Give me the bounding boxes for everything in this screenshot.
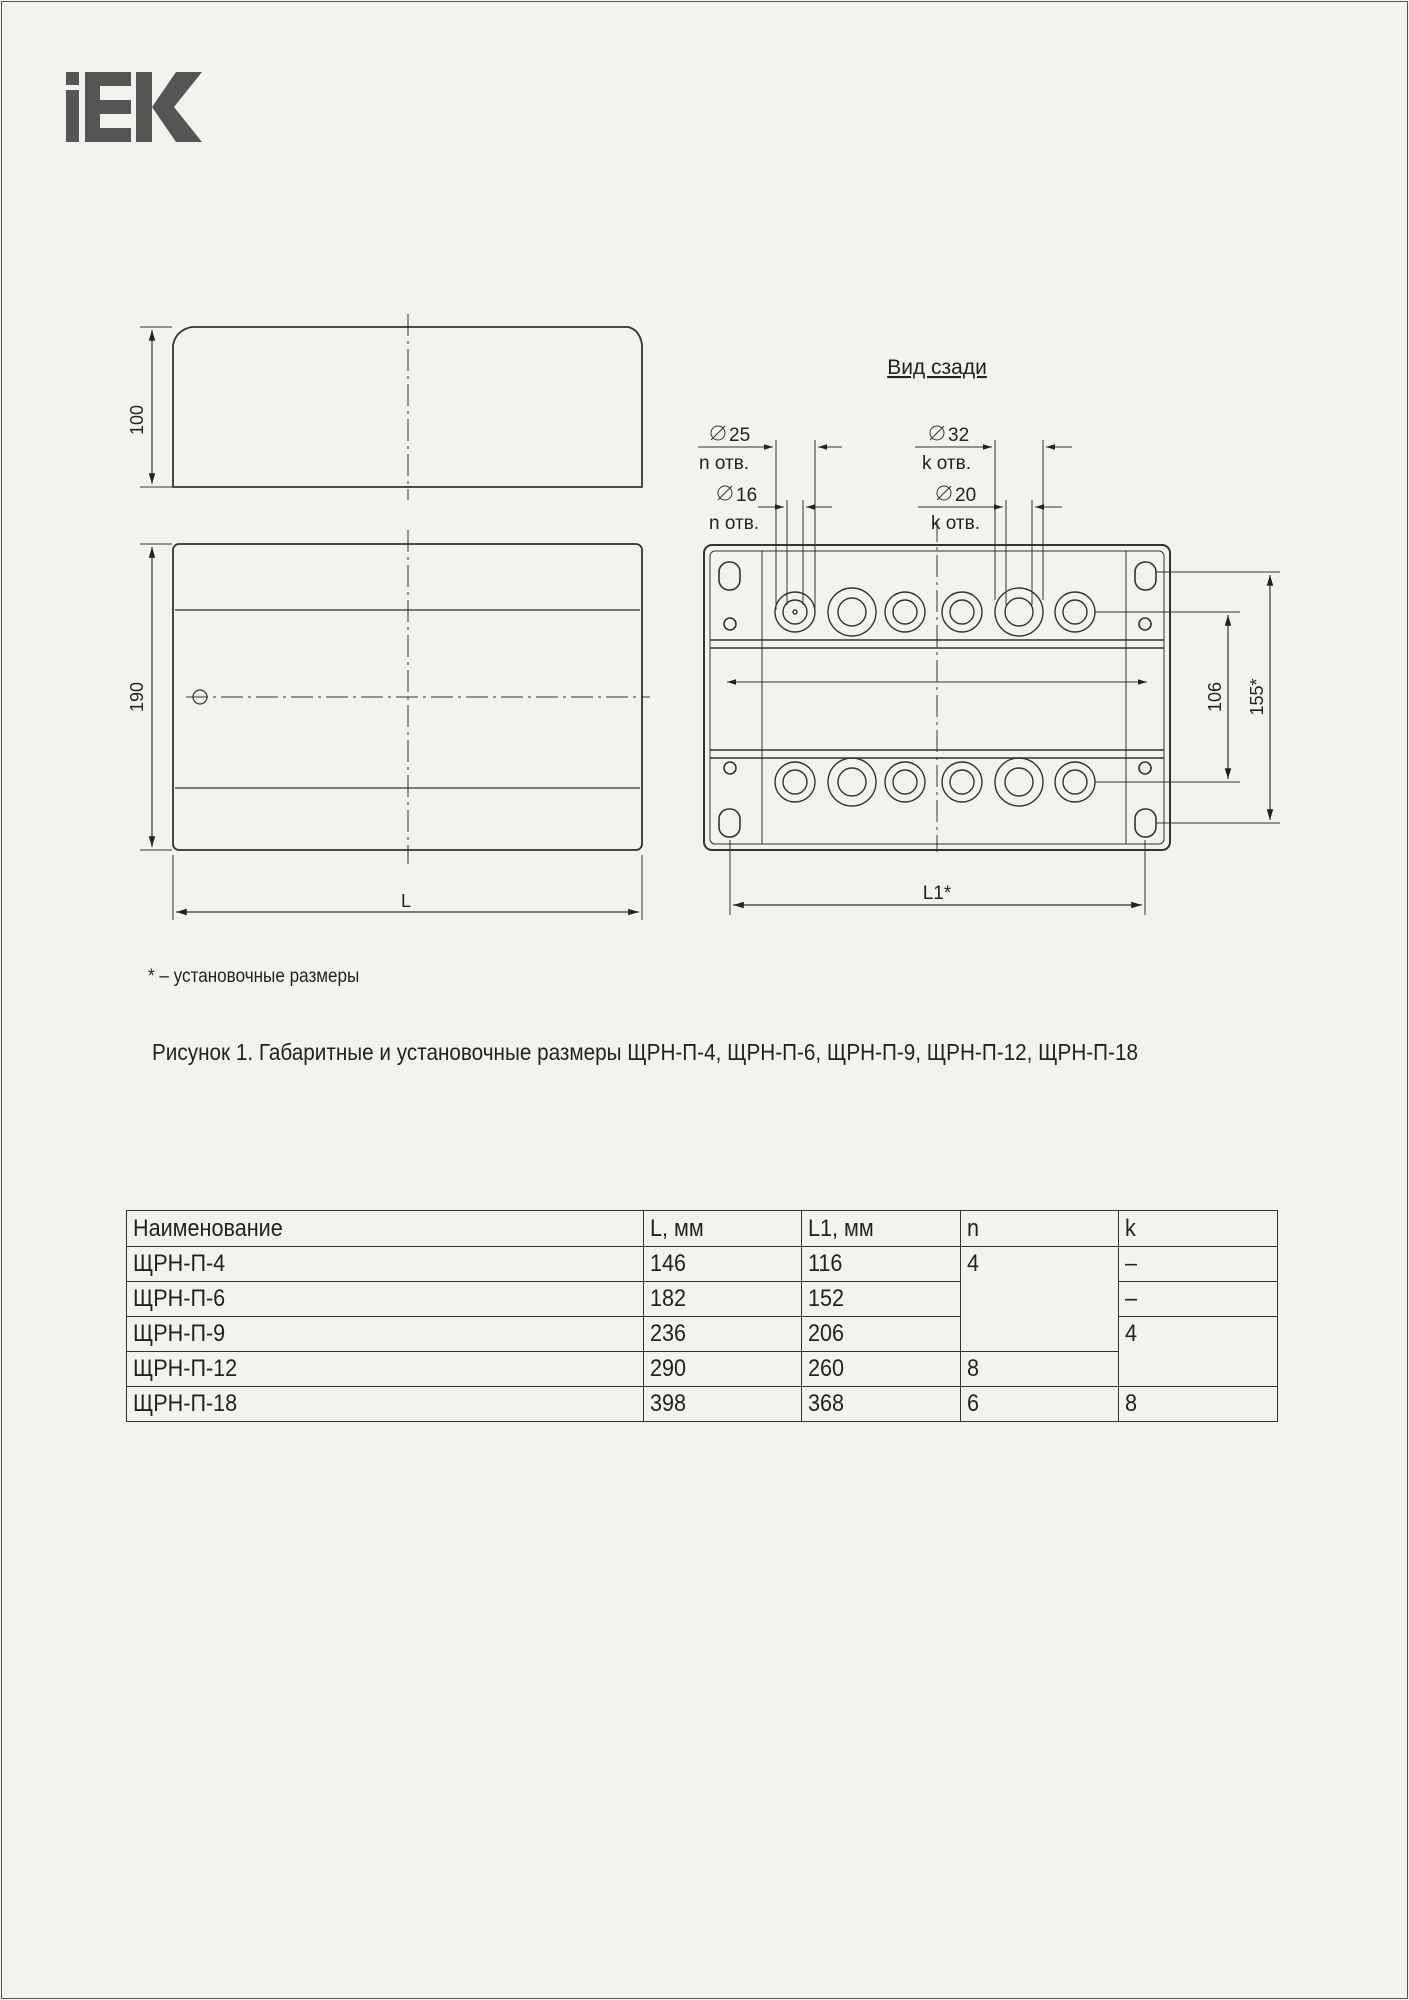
- installation-note: * – установочные размеры: [148, 966, 360, 987]
- front-view: [140, 530, 650, 920]
- cell-l: 236: [643, 1317, 802, 1352]
- header-k: k: [1119, 1211, 1278, 1247]
- cell-l1: 368: [802, 1387, 961, 1422]
- rear-view-label: Вид сзади: [887, 356, 987, 379]
- header-n: n: [960, 1211, 1119, 1247]
- hole-d32-label: 32: [948, 425, 970, 446]
- hole-d16-count: n отв.: [709, 513, 760, 534]
- table-row: [127, 1387, 1278, 1422]
- hole-d32-count: k отв.: [922, 453, 972, 474]
- cell-k: –: [1119, 1282, 1278, 1317]
- cell-l1: 206: [802, 1317, 961, 1352]
- cell-l: 290: [643, 1352, 802, 1387]
- dim-height-side: 100: [127, 404, 147, 436]
- table-row: [127, 1247, 1278, 1282]
- figure-caption: Рисунок 1. Габаритные и установочные размеры ЩРН-П-4, ЩРН-П-6, ЩРН-П-9, ЩРН-П-12, ЩРН-П-18: [152, 1039, 1138, 1065]
- hole-d20-label: 20: [955, 485, 977, 506]
- header-l1: L1, мм: [802, 1211, 961, 1247]
- dim-l1: L1*: [922, 883, 952, 904]
- dimensions-table: [126, 1210, 1278, 1422]
- dim-155: 155*: [1247, 678, 1267, 716]
- cell-l: 146: [643, 1247, 802, 1282]
- table-row: [127, 1352, 1278, 1387]
- cell-n: 4: [960, 1247, 1119, 1352]
- table-header-row: [127, 1211, 1278, 1247]
- header-l: L, мм: [643, 1211, 802, 1247]
- hole-d16-label: 16: [736, 485, 758, 506]
- cell-name: ЩРН-П-9: [127, 1317, 644, 1352]
- cell-l1: 260: [802, 1352, 961, 1387]
- dim-height-front: 190: [127, 681, 147, 713]
- cell-name: ЩРН-П-6: [127, 1282, 644, 1317]
- cell-name: ЩРН-П-18: [127, 1387, 644, 1422]
- cell-n: 6: [960, 1387, 1119, 1422]
- cell-l1: 152: [802, 1282, 961, 1317]
- dim-length: L: [400, 891, 412, 911]
- cell-n: 8: [960, 1352, 1119, 1387]
- dim-106: 106: [1205, 681, 1225, 713]
- cell-k: –: [1119, 1247, 1278, 1282]
- header-name: Наименование: [127, 1211, 644, 1247]
- cell-l: 398: [643, 1387, 802, 1422]
- hole-d25-count: n отв.: [699, 453, 750, 474]
- cell-l1: 116: [802, 1247, 961, 1282]
- cell-l: 182: [643, 1282, 802, 1317]
- cell-k: 4: [1119, 1317, 1278, 1387]
- cell-name: ЩРН-П-4: [127, 1247, 644, 1282]
- side-view: [140, 314, 642, 500]
- hole-d20-count: k отв.: [931, 513, 981, 534]
- rear-view: [704, 520, 1170, 852]
- cell-name: ЩРН-П-12: [127, 1352, 644, 1387]
- hole-d25-label: 25: [729, 425, 751, 446]
- cell-k: 8: [1119, 1387, 1278, 1422]
